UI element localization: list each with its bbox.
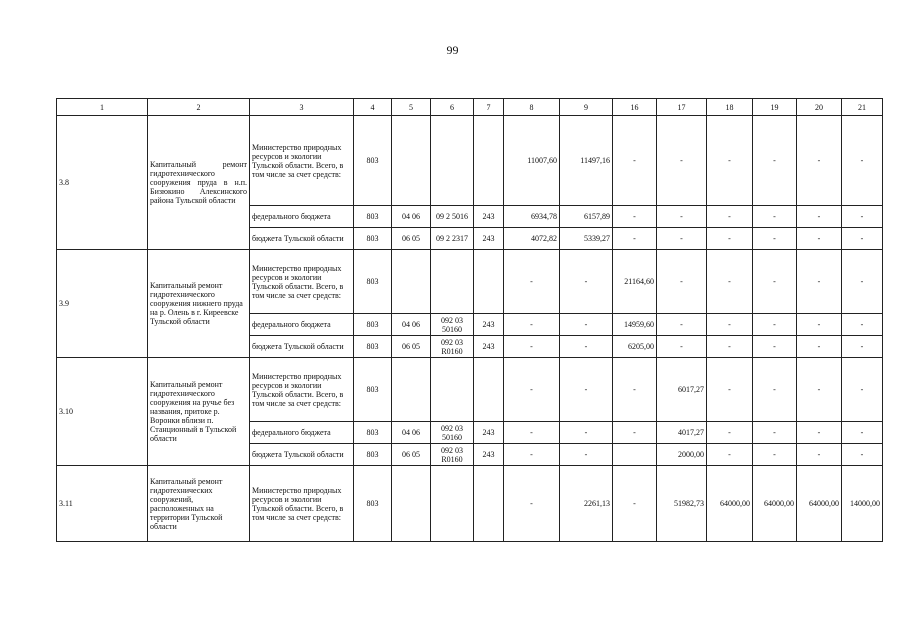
value-cell: - — [842, 336, 883, 358]
value-cell: 092 03 50160 — [431, 314, 474, 336]
value-cell: - — [753, 228, 797, 250]
value-cell: - — [504, 422, 560, 444]
value-cell — [474, 466, 504, 542]
value-cell: 14000,00 — [842, 466, 883, 542]
value-cell: 64000,00 — [753, 466, 797, 542]
table-row — [57, 250, 883, 314]
value-cell: 06 05 — [392, 444, 431, 466]
value-cell: 11497,16 — [560, 116, 613, 206]
value-cell: - — [657, 314, 707, 336]
value-cell: - — [707, 206, 753, 228]
table-row — [57, 466, 883, 542]
value-cell: - — [504, 250, 560, 314]
value-cell: 243 — [474, 314, 504, 336]
value-cell: - — [657, 116, 707, 206]
value-cell — [474, 358, 504, 422]
value-cell: 092 03 R0160 — [431, 336, 474, 358]
header-cell: 2 — [148, 99, 250, 116]
source-cell: бюджета Тульской области — [250, 444, 354, 466]
value-cell: 803 — [354, 228, 392, 250]
value-cell: - — [613, 228, 657, 250]
value-cell — [431, 116, 474, 206]
budget-table — [56, 98, 883, 542]
value-cell: - — [560, 444, 613, 466]
value-cell: 243 — [474, 422, 504, 444]
value-cell: 04 06 — [392, 422, 431, 444]
value-cell — [431, 250, 474, 314]
header-cell: 1 — [57, 99, 148, 116]
value-cell: - — [560, 250, 613, 314]
source-cell: Министерство природных ресурсов и экологии Тульской области. Всего, в том числе за счет средств: — [250, 250, 354, 314]
header-cell: 3 — [250, 99, 354, 116]
value-cell: - — [707, 444, 753, 466]
header-cell: 8 — [504, 99, 560, 116]
value-cell: - — [797, 206, 842, 228]
header-cell: 5 — [392, 99, 431, 116]
value-cell — [392, 250, 431, 314]
value-cell: 09 2 2317 — [431, 228, 474, 250]
value-cell — [392, 466, 431, 542]
value-cell: - — [797, 314, 842, 336]
value-cell: - — [560, 336, 613, 358]
header-cell: 9 — [560, 99, 613, 116]
item-number: 3.9 — [57, 250, 148, 358]
value-cell: 803 — [354, 358, 392, 422]
value-cell: - — [657, 228, 707, 250]
value-cell: 6017,27 — [657, 358, 707, 422]
source-cell: бюджета Тульской области — [250, 228, 354, 250]
value-cell: 04 06 — [392, 314, 431, 336]
value-cell: 803 — [354, 444, 392, 466]
value-cell: 6157,89 — [560, 206, 613, 228]
value-cell: 092 03 50160 — [431, 422, 474, 444]
value-cell: - — [707, 250, 753, 314]
header-cell: 19 — [753, 99, 797, 116]
value-cell: 803 — [354, 336, 392, 358]
value-cell — [474, 116, 504, 206]
value-cell: 243 — [474, 336, 504, 358]
value-cell: - — [797, 250, 842, 314]
value-cell — [474, 250, 504, 314]
value-cell: - — [797, 336, 842, 358]
value-cell — [431, 358, 474, 422]
item-name: Капитальный ремонт гидротехнического сооружения на ручье без названия, притоке р. Воронки вблизи п. Станционный в Тульской области — [148, 358, 250, 466]
value-cell: 09 2 5016 — [431, 206, 474, 228]
value-cell: 2261,13 — [560, 466, 613, 542]
value-cell: - — [707, 228, 753, 250]
value-cell: - — [707, 422, 753, 444]
value-cell: 803 — [354, 250, 392, 314]
value-cell: 06 05 — [392, 228, 431, 250]
value-cell: - — [753, 444, 797, 466]
value-cell: 803 — [354, 116, 392, 206]
value-cell: - — [753, 358, 797, 422]
value-cell: 5339,27 — [560, 228, 613, 250]
value-cell: 14959,60 — [613, 314, 657, 336]
item-number: 3.10 — [57, 358, 148, 466]
value-cell: 11007,60 — [504, 116, 560, 206]
value-cell: - — [842, 444, 883, 466]
value-cell: - — [842, 422, 883, 444]
value-cell: - — [753, 116, 797, 206]
value-cell: - — [753, 206, 797, 228]
value-cell: - — [613, 206, 657, 228]
value-cell: - — [753, 336, 797, 358]
value-cell — [392, 358, 431, 422]
value-cell: - — [797, 444, 842, 466]
value-cell: - — [842, 358, 883, 422]
item-name: Капитальный ремонт гидротехнического сооружения пруда в н.п. Бизюкино Алексинского района Тульской области — [148, 116, 250, 250]
value-cell: - — [504, 336, 560, 358]
source-cell: Министерство природных ресурсов и экологии Тульской области. Всего, в том числе за счет средств: — [250, 358, 354, 422]
table-row — [57, 358, 883, 422]
source-cell: федерального бюджета — [250, 206, 354, 228]
value-cell: 64000,00 — [707, 466, 753, 542]
item-name: Капитальный ремонт гидротехнического сооружения нижнего пруда на р. Олень в г. Киреевске Тульской области — [148, 250, 250, 358]
value-cell: 803 — [354, 206, 392, 228]
value-cell: - — [560, 358, 613, 422]
value-cell — [613, 444, 657, 466]
value-cell: 243 — [474, 444, 504, 466]
value-cell: - — [842, 228, 883, 250]
header-cell: 7 — [474, 99, 504, 116]
value-cell: - — [707, 116, 753, 206]
value-cell: 243 — [474, 228, 504, 250]
source-cell: федерального бюджета — [250, 314, 354, 336]
header-cell: 6 — [431, 99, 474, 116]
value-cell: - — [613, 116, 657, 206]
value-cell: 51982,73 — [657, 466, 707, 542]
source-cell: Министерство природных ресурсов и экологии Тульской области. Всего, в том числе за счет средств: — [250, 116, 354, 206]
value-cell: - — [504, 358, 560, 422]
value-cell: - — [657, 250, 707, 314]
page-number: 99 — [446, 43, 459, 57]
value-cell: 64000,00 — [797, 466, 842, 542]
value-cell: 6934,78 — [504, 206, 560, 228]
value-cell: 243 — [474, 206, 504, 228]
value-cell: - — [842, 250, 883, 314]
source-cell: Министерство природных ресурсов и экологии Тульской области. Всего, в том числе за счет средств: — [250, 466, 354, 542]
value-cell: - — [842, 314, 883, 336]
source-cell: федерального бюджета — [250, 422, 354, 444]
value-cell: 21164,60 — [613, 250, 657, 314]
header-cell: 4 — [354, 99, 392, 116]
value-cell: - — [504, 466, 560, 542]
value-cell: - — [504, 314, 560, 336]
item-number: 3.11 — [57, 466, 148, 542]
header-cell: 20 — [797, 99, 842, 116]
value-cell: - — [613, 358, 657, 422]
value-cell: 4017,27 — [657, 422, 707, 444]
value-cell: - — [797, 116, 842, 206]
value-cell: - — [560, 314, 613, 336]
value-cell: - — [504, 444, 560, 466]
header-cell: 21 — [842, 99, 883, 116]
value-cell: - — [753, 250, 797, 314]
value-cell: - — [707, 314, 753, 336]
table-row — [57, 116, 883, 206]
header-row — [57, 99, 883, 116]
value-cell: - — [842, 206, 883, 228]
value-cell: - — [657, 336, 707, 358]
value-cell — [392, 116, 431, 206]
value-cell: 2000,00 — [657, 444, 707, 466]
value-cell: - — [842, 116, 883, 206]
value-cell: - — [613, 422, 657, 444]
value-cell: - — [753, 314, 797, 336]
item-name: Капитальный ремонт гидротехнических сооружений, расположенных на территории Тульской области — [148, 466, 250, 542]
value-cell: 803 — [354, 466, 392, 542]
value-cell: - — [657, 206, 707, 228]
source-cell: бюджета Тульской области — [250, 336, 354, 358]
header-cell: 18 — [707, 99, 753, 116]
value-cell: 4072,82 — [504, 228, 560, 250]
value-cell: 803 — [354, 422, 392, 444]
item-number: 3.8 — [57, 116, 148, 250]
value-cell: - — [797, 228, 842, 250]
value-cell — [431, 466, 474, 542]
value-cell: - — [797, 358, 842, 422]
value-cell: - — [707, 358, 753, 422]
value-cell: - — [560, 422, 613, 444]
value-cell: - — [613, 466, 657, 542]
value-cell: 04 06 — [392, 206, 431, 228]
value-cell: 803 — [354, 314, 392, 336]
header-cell: 16 — [613, 99, 657, 116]
header-cell: 17 — [657, 99, 707, 116]
value-cell: - — [753, 422, 797, 444]
value-cell: 092 03 R0160 — [431, 444, 474, 466]
value-cell: 06 05 — [392, 336, 431, 358]
value-cell: 6205,00 — [613, 336, 657, 358]
value-cell: - — [707, 336, 753, 358]
value-cell: - — [797, 422, 842, 444]
